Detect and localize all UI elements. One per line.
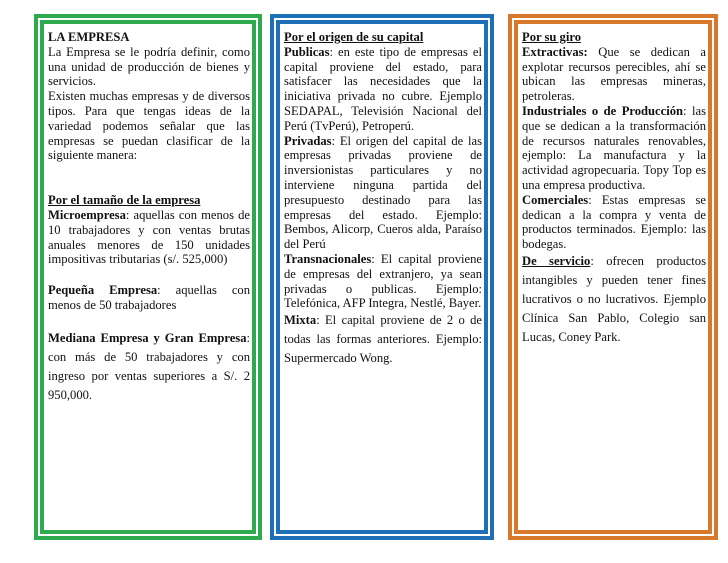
panel-heading: LA EMPRESA bbox=[48, 30, 130, 44]
intro-text: La Empresa se le podría definir, como una unidad de producción de bienes y servicios. bbox=[48, 44, 250, 89]
transnacionales-paragraph bbox=[284, 252, 482, 311]
panel-content bbox=[522, 30, 706, 526]
panel-heading: Por su giro bbox=[522, 30, 582, 44]
transnacionales-text: : El capital proviene de empresas del extranjero, ya sean privadas o publicas. Ejemplo: Telefónica, AFP Integra, Nestlé, Bayer. bbox=[284, 251, 482, 311]
comerciales-text: : Estas empresas se dedican a la compra y venta de productos terminados. Ejemplo: las bodegas. bbox=[522, 192, 706, 252]
industriales-text: : las que se dedican a la transformación de recursos naturales renovables, ejemplo: La manufactura y la actividad agropecuaria. Topy Top es una empresa productiva. bbox=[522, 103, 706, 192]
mixta-text: : El capital proviene de 2 o de todas las formas anteriores. Ejemplo: Supermercado Wong. bbox=[284, 313, 482, 366]
privadas-text: : El origen del capital de las empresas privadas proviene de inversionistas particulares y no interviene ninguna partida del presupuesto destinado para las empresas del estado. Ejemplo: Bembos, Alicorp, Cueros alda, Paraíso del Perú bbox=[284, 133, 482, 252]
panel-origen-capital bbox=[270, 14, 494, 540]
industriales-term: Industriales o de Producción bbox=[522, 103, 684, 118]
extractivas-text: Que se dedican a explotar recursos perecibles, ahí se ubican las empresas mineras, petroleras. bbox=[522, 44, 706, 104]
intro-text-2: Existen muchas empresas y de diversos tipos. Para que tengas ideas de la variedad podemos señalar que las empresas se puedan clasificar de la siguiente manera: bbox=[48, 89, 250, 163]
panel-la-empresa bbox=[34, 14, 262, 540]
transnacionales-term: Transnacionales bbox=[284, 251, 372, 266]
mid-paragraph bbox=[48, 329, 250, 405]
privadas-paragraph bbox=[284, 134, 482, 252]
panel-content bbox=[284, 30, 482, 526]
comerciales-paragraph bbox=[522, 193, 706, 252]
privadas-term: Privadas bbox=[284, 133, 332, 148]
micro-text: : aquellas con menos de 10 trabajadores y con ventas brutas anuales menores de 150 unidades impositivas tributarias (s/. 525,000) bbox=[48, 207, 250, 267]
publicas-paragraph bbox=[284, 45, 482, 134]
small-term: Pequeña Empresa bbox=[48, 283, 158, 298]
panel-heading: Por el origen de su capital bbox=[284, 30, 424, 44]
mixta-term: Mixta bbox=[284, 313, 317, 328]
publicas-text: : en este tipo de empresas el capital proviene del estado, para satisfacer las necesidades que la iniciativa privada no cubre. Ejemplo SEDAPAL, Televisión Nacional del Perú (TvPerú), Petroperú. bbox=[284, 44, 482, 133]
mixta-paragraph bbox=[284, 311, 482, 368]
micro-term: Microempresa bbox=[48, 207, 126, 222]
extractivas-paragraph bbox=[522, 45, 706, 104]
servicio-paragraph bbox=[522, 252, 706, 347]
publicas-term: Publicas bbox=[284, 44, 330, 59]
panel-content bbox=[48, 30, 250, 526]
mid-term: Mediana Empresa y Gran Empresa bbox=[48, 330, 247, 345]
panel-por-su-giro bbox=[508, 14, 718, 540]
servicio-term: De servicio bbox=[522, 253, 591, 268]
industriales-paragraph bbox=[522, 104, 706, 193]
small-text: : aquellas con menos de 50 trabajadores bbox=[48, 283, 250, 312]
extractivas-term: Extractivas: bbox=[522, 44, 588, 59]
micro-paragraph bbox=[48, 208, 250, 267]
mid-text: : con más de 50 trabajadores y con ingreso por ventas superiores a S/. 2 950,000. bbox=[48, 330, 250, 402]
comerciales-term: Comerciales bbox=[522, 192, 589, 207]
size-heading: Por el tamaño de la empresa bbox=[48, 193, 201, 208]
servicio-text: : ofrecen productos intangibles y pueden tener fines lucrativos o no lucrativos. Ejemplo Clínica San Pablo, Colegio san Lucas, Coney Park. bbox=[522, 253, 706, 344]
small-paragraph bbox=[48, 283, 250, 313]
